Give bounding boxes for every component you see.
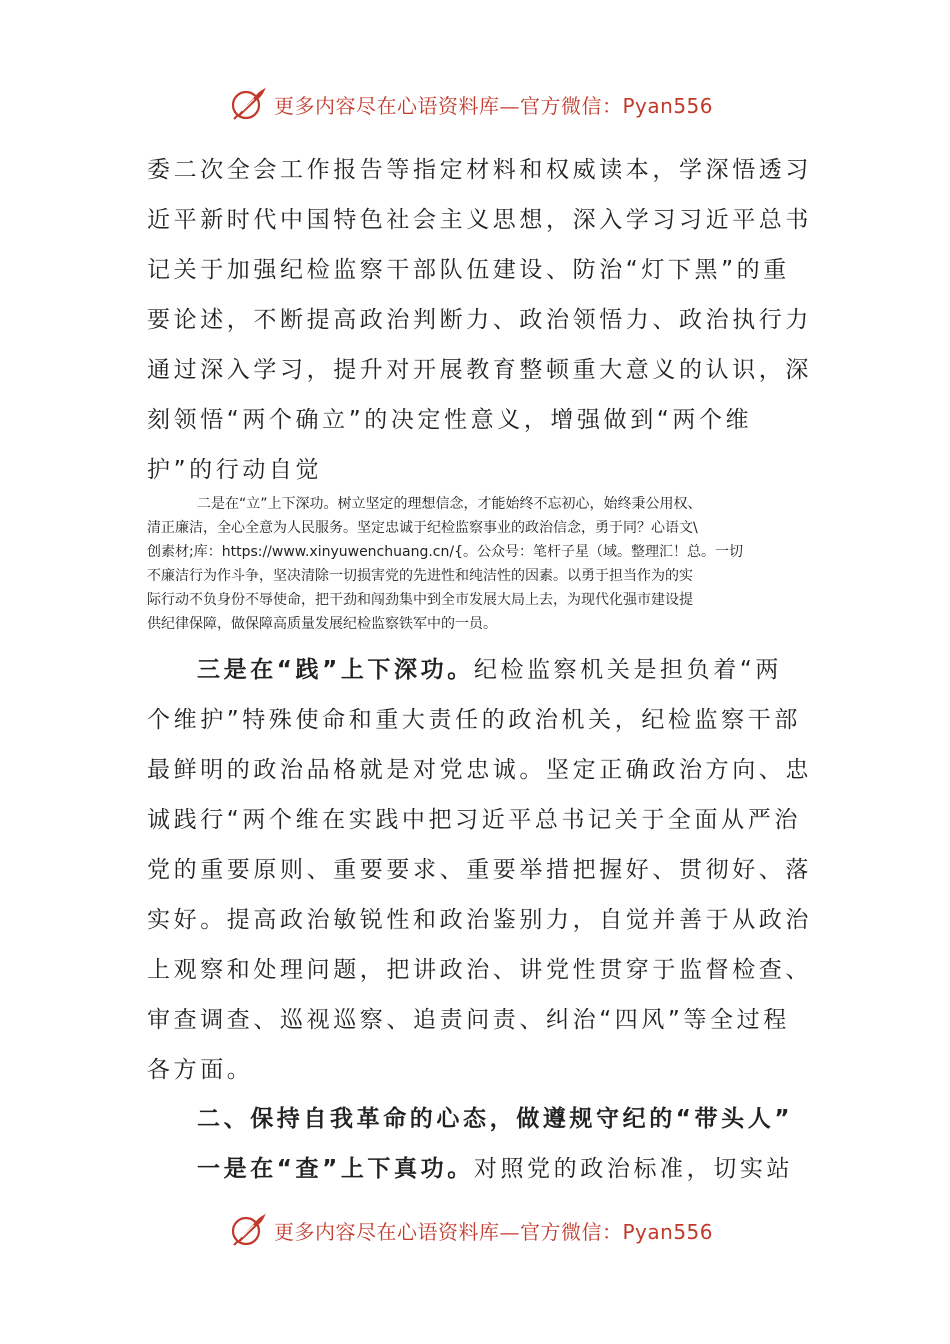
paragraph-3-first-rest: 纪检监察机关是担负着“两 bbox=[473, 657, 782, 683]
text-line: 实好。提高政治敏锐性和政治鉴别力，自觉并善于从政治 bbox=[147, 907, 812, 933]
text-line: 委二次全会工作报告等指定材料和权威读本，学深悟透习 bbox=[147, 157, 812, 183]
text-line: 最鲜明的政治品格就是对党忠诚。坚定正确政治方向、忠 bbox=[147, 757, 812, 783]
text-line: 记关于加强纪检监察干部队伍建设、防治“灯下黑”的重 bbox=[147, 257, 790, 283]
text-line bbox=[147, 1144, 807, 1194]
text-line: 上观察和处理问题，把讲政治、讲党性贯穿于监督检查、 bbox=[147, 957, 812, 983]
quill-logo-icon bbox=[228, 84, 268, 124]
section-2 bbox=[147, 1094, 807, 1194]
text-line: 际行动不负身份不辱使命，把干劲和闯劲集中到全市发展大局上去，为现代化强市建设提 bbox=[147, 592, 693, 608]
text-line: 创素材;库：https://www.xinyuwenchuang.cn/{。公众号：笔杆子星（域。整理汇！总。一切 bbox=[147, 544, 743, 560]
paragraph-4-rest: 对照党的政治标准，切实站 bbox=[473, 1156, 794, 1182]
banner-wechat-id: Pyan556 bbox=[622, 93, 714, 118]
header-banner bbox=[228, 82, 713, 126]
banner-label: 更多内容尽在心语资料库—官方微信： bbox=[274, 1219, 623, 1244]
text-line: 诚践行“两个维在实践中把习近平总书记关于全面从严治 bbox=[147, 807, 801, 833]
text-line: 要论述，不断提高政治判断力、政治领悟力、政治执行力 bbox=[147, 307, 812, 333]
text-line: 二是在“立”上下深功。树立坚定的理想信念，才能始终不忘初心，始终秉公用权、 bbox=[197, 496, 702, 512]
text-line: 清正廉洁，全心全意为人民服务。坚定忠诚于纪检监察事业的政治信念，勇于同？心语文\ bbox=[147, 520, 698, 536]
banner-text bbox=[274, 90, 713, 119]
text-line: 不廉洁行为作斗争，坚决清除一切损害党的先进性和纯洁性的因素。以勇于担当作为的实 bbox=[147, 568, 693, 584]
banner-text bbox=[274, 1216, 713, 1245]
text-line bbox=[147, 645, 807, 695]
text-line: 供纪律保障，做保障高质量发展纪检监察铁军中的一员。 bbox=[147, 616, 497, 632]
text-line: 刻领悟“两个确立”的决定性意义，增强做到“两个维 bbox=[147, 407, 753, 433]
text-line: 近平新时代中国特色社会主义思想，深入学习习近平总书 bbox=[147, 207, 812, 233]
footer-banner bbox=[228, 1208, 713, 1252]
text-line: 个维护”特殊使命和重大责任的政治机关，纪检监察干部 bbox=[147, 707, 801, 733]
quill-logo-icon bbox=[228, 1210, 268, 1250]
paragraph-2 bbox=[147, 492, 809, 636]
text-line: 通过深入学习，提升对开展教育整顿重大意义的认识，深 bbox=[147, 357, 812, 383]
text-line: 护”的行动自觉 bbox=[147, 457, 323, 483]
banner-label: 更多内容尽在心语资料库—官方微信： bbox=[274, 93, 623, 118]
paragraph-4-heading: 一是在“查”上下真功。 bbox=[197, 1156, 474, 1182]
section-heading: 二、保持自我革命的心态，做遵规守纪的“带头人” bbox=[197, 1106, 794, 1132]
text-line: 党的重要原则、重要要求、重要举措把握好、贯彻好、落 bbox=[147, 857, 812, 883]
banner-wechat-id: Pyan556 bbox=[622, 1219, 714, 1244]
text-line: 各方面。 bbox=[147, 1057, 254, 1083]
paragraph-3 bbox=[147, 645, 812, 1095]
text-line: 审查调查、巡视巡察、追责问责、纠治“四风”等全过程 bbox=[147, 1007, 790, 1033]
paragraph-1 bbox=[147, 145, 812, 495]
paragraph-3-heading: 三是在“践”上下深功。 bbox=[197, 657, 474, 683]
